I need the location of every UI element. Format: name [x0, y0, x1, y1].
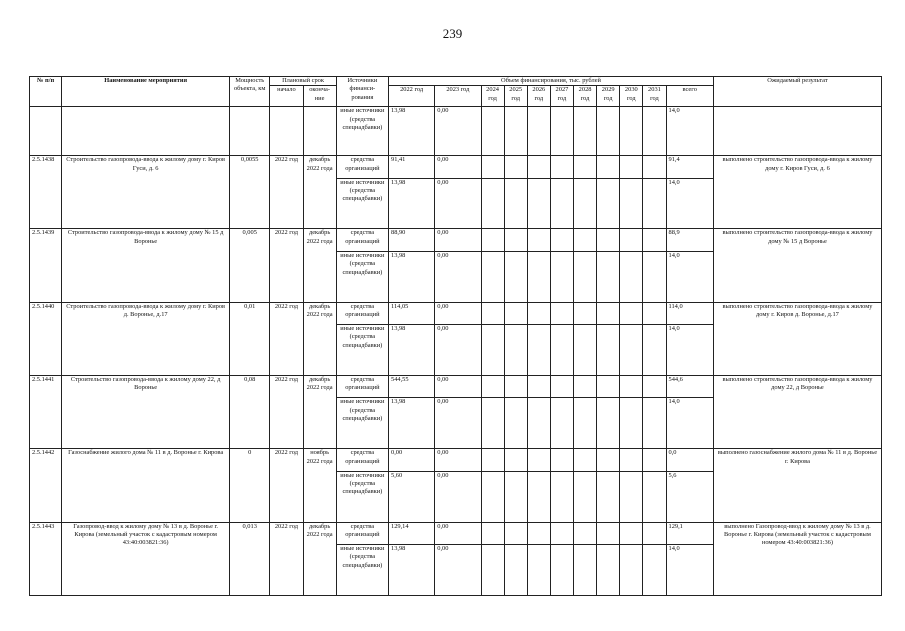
- value-total: 544,6: [666, 376, 713, 398]
- col-header-end: оконча-ние: [303, 86, 336, 107]
- value-2022: 0,00: [389, 449, 435, 471]
- empty-year-cell: [643, 449, 666, 471]
- empty-year-cell: [620, 449, 643, 471]
- empty-year-cell: [550, 471, 573, 522]
- table-row: [30, 156, 882, 178]
- empty-year-cell: [643, 156, 666, 178]
- col-header-2029: 2029 год: [597, 86, 620, 107]
- value-2022: 114,05: [389, 302, 435, 324]
- empty-year-cell: [574, 376, 597, 398]
- empty-year-cell: [643, 325, 666, 376]
- empty-year-cell: [481, 471, 504, 522]
- empty-year-cell: [574, 398, 597, 449]
- value-2022: 13,98: [389, 325, 435, 376]
- empty-year-cell: [597, 229, 620, 251]
- measure-name: Строительство газопровода-ввода к жилому дому 22, д Воронье: [62, 376, 230, 449]
- col-header-2027: 2027 год: [550, 86, 573, 107]
- value-total: 14,0: [666, 107, 713, 156]
- end-date: декабрь 2022 года: [303, 302, 336, 375]
- financing-table: [29, 76, 882, 596]
- value-2022: 13,98: [389, 107, 435, 156]
- source-cell: средства организаций: [336, 376, 388, 398]
- empty-year-cell: [550, 178, 573, 229]
- value-2022: 88,90: [389, 229, 435, 251]
- empty-year-cell: [527, 376, 550, 398]
- value-2023: 0,00: [435, 107, 481, 156]
- value-2022: 129,14: [389, 522, 435, 544]
- empty-year-cell: [597, 178, 620, 229]
- empty-year-cell: [527, 325, 550, 376]
- value-total: 14,0: [666, 398, 713, 449]
- empty-year-cell: [527, 302, 550, 324]
- start-date: 2022 год: [270, 376, 303, 449]
- empty-year-cell: [550, 229, 573, 251]
- expected-result: выполнено строительство газопровода-ввода к жилому дому № 15 д Воронье: [713, 229, 881, 302]
- empty-year-cell: [597, 156, 620, 178]
- value-total: 5,6: [666, 471, 713, 522]
- empty-year-cell: [620, 156, 643, 178]
- value-2023: 0,00: [435, 229, 481, 251]
- col-header-start: начало: [270, 86, 303, 107]
- source-cell: иные источники (средства спецнадбавки): [336, 325, 388, 376]
- empty-year-cell: [643, 302, 666, 324]
- value-2022: 544,55: [389, 376, 435, 398]
- row-number: 2.5.1441: [30, 376, 62, 449]
- col-header-num: № п/п: [30, 77, 62, 107]
- empty-year-cell: [574, 156, 597, 178]
- empty-year-cell: [620, 376, 643, 398]
- value-total: 91,4: [666, 156, 713, 178]
- row-number: 2.5.1442: [30, 449, 62, 522]
- start-date: 2022 год: [270, 229, 303, 302]
- empty-year-cell: [620, 251, 643, 302]
- empty-year-cell: [527, 471, 550, 522]
- value-total: 88,9: [666, 229, 713, 251]
- empty-year-cell: [620, 544, 643, 595]
- value-total: 14,0: [666, 325, 713, 376]
- value-2022: 5,60: [389, 471, 435, 522]
- empty-year-cell: [597, 471, 620, 522]
- empty-year-cell: [574, 229, 597, 251]
- empty-year-cell: [597, 251, 620, 302]
- empty-year-cell: [527, 398, 550, 449]
- value-2023: 0,00: [435, 522, 481, 544]
- empty-year-cell: [527, 156, 550, 178]
- row-number: 2.5.1439: [30, 229, 62, 302]
- col-header-2024: 2024 год: [481, 86, 504, 107]
- empty-year-cell: [504, 251, 527, 302]
- measure-name: Строительство газопровода-ввода к жилому дому г. Киров Гуси, д. 6: [62, 156, 230, 229]
- empty-year-cell: [643, 178, 666, 229]
- value-2022: 13,98: [389, 178, 435, 229]
- expected-result: выполнено строительство газопровода-ввода к жилому дому г. Киров Гуси, д. 6: [713, 156, 881, 229]
- source-cell: иные источники (средства спецнадбавки): [336, 398, 388, 449]
- source-cell: иные источники (средства спецнадбавки): [336, 544, 388, 595]
- empty-year-cell: [504, 178, 527, 229]
- value-2023: 0,00: [435, 471, 481, 522]
- value-total: 14,0: [666, 544, 713, 595]
- empty-year-cell: [574, 251, 597, 302]
- empty-year-cell: [620, 522, 643, 544]
- end-date: декабрь 2022 года: [303, 156, 336, 229]
- value-2023: 0,00: [435, 449, 481, 471]
- source-cell: иные источники (средства спецнадбавки): [336, 178, 388, 229]
- value-total: 129,1: [666, 522, 713, 544]
- empty-year-cell: [481, 449, 504, 471]
- empty-year-cell: [481, 325, 504, 376]
- row-number: 2.5.1440: [30, 302, 62, 375]
- empty-year-cell: [481, 376, 504, 398]
- empty-year-cell: [643, 544, 666, 595]
- start-date: 2022 год: [270, 522, 303, 595]
- empty-year-cell: [527, 544, 550, 595]
- row-number: 2.5.1438: [30, 156, 62, 229]
- value-2023: 0,00: [435, 302, 481, 324]
- empty-year-cell: [481, 522, 504, 544]
- empty-year-cell: [574, 544, 597, 595]
- source-cell: иные источники (средства спецнадбавки): [336, 471, 388, 522]
- col-header-volume: Объем финансирования, тыс. рублей: [389, 77, 714, 86]
- empty-year-cell: [481, 302, 504, 324]
- empty-year-cell: [550, 376, 573, 398]
- capacity-value: 0,01: [230, 302, 270, 375]
- empty-year-cell: [527, 229, 550, 251]
- source-cell: средства организаций: [336, 229, 388, 251]
- expected-result: выполнено строительство газопровода-ввода к жилому дому 22, д Воронье: [713, 376, 881, 449]
- value-total: 14,0: [666, 178, 713, 229]
- col-header-capacity: Мощность объекта, км: [230, 77, 270, 107]
- empty-year-cell: [643, 376, 666, 398]
- empty-year-cell: [574, 178, 597, 229]
- capacity-value: 0: [230, 449, 270, 522]
- value-total: 0,0: [666, 449, 713, 471]
- empty-year-cell: [574, 449, 597, 471]
- empty-year-cell: [550, 325, 573, 376]
- row-number: 2.5.1443: [30, 522, 62, 595]
- empty-year-cell: [620, 398, 643, 449]
- measure-name: Газопровод-ввод к жилому дому № 13 в д. Воронье г. Кирова (земельный участок с кадастровым номером 43:40:003821:36): [62, 522, 230, 595]
- empty-year-cell: [643, 229, 666, 251]
- empty-year-cell: [550, 449, 573, 471]
- empty-year-cell: [481, 156, 504, 178]
- source-cell: иные источники (средства спецнадбавки): [336, 107, 388, 156]
- table-row: [30, 376, 882, 398]
- empty-year-cell: [504, 325, 527, 376]
- empty-year-cell: [550, 544, 573, 595]
- empty-year-cell: [550, 398, 573, 449]
- empty-year-cell: [620, 302, 643, 324]
- empty-year-cell: [597, 544, 620, 595]
- empty-year-cell: [574, 302, 597, 324]
- col-header-2028: 2028 год: [574, 86, 597, 107]
- value-2023: 0,00: [435, 325, 481, 376]
- col-header-2023: 2023 год: [435, 86, 481, 107]
- value-2023: 0,00: [435, 178, 481, 229]
- expected-result: выполнено строительство газопровода-ввода к жилому дому г. Киров д. Воронье, д.17: [713, 302, 881, 375]
- col-header-total: всего: [666, 86, 713, 107]
- value-2023: 0,00: [435, 156, 481, 178]
- col-header-result: Ожидаемый результат: [713, 77, 881, 107]
- expected-result: выполнено Газопровод-ввод к жилому дому № 13 в д. Воронье г. Кирова (земельный участок с кадастровым номером 43:40:003821:36): [713, 522, 881, 595]
- table-row: [30, 229, 882, 251]
- empty-year-cell: [574, 325, 597, 376]
- empty-year-cell: [643, 251, 666, 302]
- value-total: 14,0: [666, 251, 713, 302]
- col-header-2031: 2031 год: [643, 86, 666, 107]
- col-header-2030: 2030 год: [620, 86, 643, 107]
- empty-year-cell: [597, 398, 620, 449]
- empty-year-cell: [550, 302, 573, 324]
- col-header-sources: Источники финанси-рования: [336, 77, 388, 107]
- empty-year-cell: [481, 178, 504, 229]
- empty-year-cell: [643, 522, 666, 544]
- empty-year-cell: [597, 376, 620, 398]
- capacity-value: 0,08: [230, 376, 270, 449]
- value-2023: 0,00: [435, 376, 481, 398]
- empty-year-cell: [504, 449, 527, 471]
- value-2023: 0,00: [435, 544, 481, 595]
- end-date: ноябрь 2022 года: [303, 449, 336, 522]
- start-date: 2022 год: [270, 302, 303, 375]
- empty-year-cell: [620, 325, 643, 376]
- start-date: 2022 год: [270, 156, 303, 229]
- end-date: декабрь 2022 года: [303, 229, 336, 302]
- empty-year-cell: [620, 471, 643, 522]
- col-header-2025: 2025 год: [504, 86, 527, 107]
- empty-year-cell: [620, 178, 643, 229]
- empty-year-cell: [597, 522, 620, 544]
- empty-year-cell: [481, 544, 504, 595]
- empty-year-cell: [504, 156, 527, 178]
- table-row: [30, 107, 882, 156]
- value-2023: 0,00: [435, 251, 481, 302]
- table-row: [30, 522, 882, 544]
- empty-year-cell: [550, 522, 573, 544]
- value-2022: 13,98: [389, 398, 435, 449]
- measure-name: Газоснабжение жилого дома № 11 в д. Воронье г. Кирова: [62, 449, 230, 522]
- empty-year-cell: [504, 376, 527, 398]
- source-cell: средства организаций: [336, 302, 388, 324]
- empty-year-cell: [504, 398, 527, 449]
- table-row: [30, 449, 882, 471]
- source-cell: иные источники (средства спецнадбавки): [336, 251, 388, 302]
- capacity-value: 0,005: [230, 229, 270, 302]
- empty-year-cell: [504, 544, 527, 595]
- empty-year-cell: [597, 449, 620, 471]
- empty-year-cell: [574, 522, 597, 544]
- empty-year-cell: [527, 178, 550, 229]
- empty-year-cell: [527, 522, 550, 544]
- value-2022: 13,98: [389, 251, 435, 302]
- empty-year-cell: [643, 471, 666, 522]
- table-row: [30, 302, 882, 324]
- empty-year-cell: [504, 471, 527, 522]
- source-cell: средства организаций: [336, 449, 388, 471]
- value-2022: 91,41: [389, 156, 435, 178]
- empty-year-cell: [527, 449, 550, 471]
- end-date: декабрь 2022 года: [303, 522, 336, 595]
- value-total: 114,0: [666, 302, 713, 324]
- measure-name: Строительство газопровода-ввода к жилому дому г. Киров д. Воронье, д.17: [62, 302, 230, 375]
- empty-year-cell: [504, 229, 527, 251]
- empty-year-cell: [481, 398, 504, 449]
- empty-year-cell: [550, 156, 573, 178]
- value-2022: 13,98: [389, 544, 435, 595]
- empty-year-cell: [574, 471, 597, 522]
- empty-year-cell: [643, 398, 666, 449]
- source-cell: средства организаций: [336, 156, 388, 178]
- empty-year-cell: [504, 302, 527, 324]
- col-header-name: Наименование мероприятия: [62, 77, 230, 107]
- source-cell: средства организаций: [336, 522, 388, 544]
- empty-year-cell: [504, 522, 527, 544]
- col-header-plan-term: Плановый срок: [270, 77, 336, 86]
- col-header-2022: 2022 год: [389, 86, 435, 107]
- capacity-value: 0,0055: [230, 156, 270, 229]
- empty-year-cell: [550, 251, 573, 302]
- empty-year-cell: [597, 302, 620, 324]
- empty-year-cell: [620, 229, 643, 251]
- empty-year-cell: [481, 229, 504, 251]
- expected-result: выполнено газоснабжение жилого дома № 11 в д. Воронье г. Кирова: [713, 449, 881, 522]
- empty-year-cell: [527, 251, 550, 302]
- measure-name: Строительство газопровода-ввода к жилому дому № 15 д Воронье: [62, 229, 230, 302]
- value-2023: 0,00: [435, 398, 481, 449]
- empty-year-cell: [481, 251, 504, 302]
- col-header-2026: 2026 год: [527, 86, 550, 107]
- empty-year-cell: [597, 325, 620, 376]
- end-date: декабрь 2022 года: [303, 376, 336, 449]
- page-number: 239: [442, 26, 463, 41]
- capacity-value: 0,013: [230, 522, 270, 595]
- start-date: 2022 год: [270, 449, 303, 522]
